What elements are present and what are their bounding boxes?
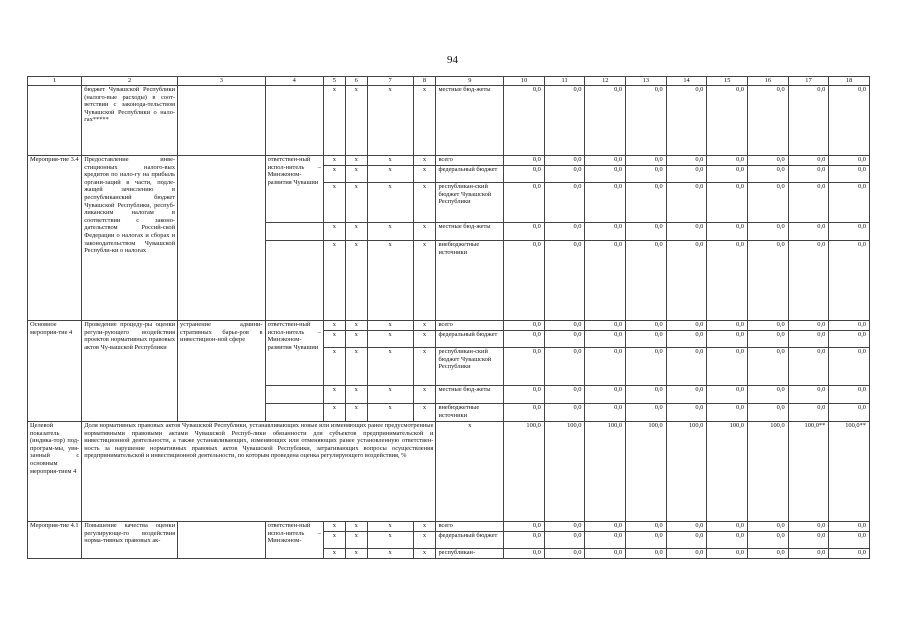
cell-value: 0,0	[748, 532, 789, 549]
header-cell: 1	[28, 77, 82, 86]
cell-value: 0,0	[707, 86, 748, 156]
cell-value: 0,0	[504, 331, 545, 348]
cell-x: x	[345, 241, 367, 321]
cell-value: 0,0	[748, 549, 789, 559]
cell-value: 0,0	[748, 241, 789, 321]
cell-value: 0,0	[544, 549, 585, 559]
cell-value: 100,0	[626, 422, 667, 522]
cell-value: 0,0	[626, 321, 667, 331]
cell-x: x	[413, 522, 436, 532]
cell-value: 0,0	[504, 532, 545, 549]
cell-value: 0,0	[748, 331, 789, 348]
cell-value: 0,0	[748, 166, 789, 183]
funding-source: внебюджетные источники	[436, 404, 504, 422]
cell-value: 0,0	[788, 331, 829, 348]
cell-value: 0,0	[707, 522, 748, 532]
cell-value: 0,0	[788, 166, 829, 183]
cell-x: x	[367, 404, 413, 422]
cell-value: 0,0	[544, 166, 585, 183]
cell-value: 0,0	[788, 86, 829, 156]
cell-value: 0,0	[504, 522, 545, 532]
cell-value: 0,0	[585, 321, 626, 331]
cell-x: x	[323, 331, 345, 348]
cell-value: 0,0	[666, 86, 707, 156]
cell-value: 0,0	[707, 321, 748, 331]
measure-code: Мероприя-тие 4.1	[28, 522, 82, 559]
funding-source: республикан-ский бюджет Чувашской Республики	[436, 348, 504, 386]
cell-x: x	[413, 166, 436, 183]
cell-value: 0,0	[748, 321, 789, 331]
header-cell: 4	[265, 77, 323, 86]
cell-value: 0,0	[626, 532, 667, 549]
cell-x: x	[345, 522, 367, 532]
cell-value: 0,0	[544, 404, 585, 422]
cell-value: 0,0	[585, 386, 626, 404]
cell-value: 100,0	[666, 422, 707, 522]
cell-value: 0,0	[504, 549, 545, 559]
cell-x: x	[345, 331, 367, 348]
executor: ответствен-ный испол-нитель – Минэконом-	[265, 522, 323, 559]
cell-value: 0,0	[829, 166, 870, 183]
header-cell: 8	[413, 77, 436, 86]
cell-value: 0,0	[707, 404, 748, 422]
cell-value: 0,0	[748, 183, 789, 223]
cell-x: x	[345, 348, 367, 386]
funding-source: федеральный бюджет	[436, 166, 504, 183]
cell-value: 0,0	[788, 223, 829, 241]
cell-value: 0,0	[666, 166, 707, 183]
cell-value: 100,0	[504, 422, 545, 522]
cell-value: 0,0	[666, 223, 707, 241]
cell-x: x	[323, 404, 345, 422]
funding-source: республикан-ский бюджет Чувашской Республики	[436, 183, 504, 223]
cell-x: x	[323, 532, 345, 549]
cell-value: 0,0	[504, 386, 545, 404]
measure-text: бюджет Чувашской Республики (налого-вые расходы) в соот-ветствии с законода-тельством Чувашской Республики о нало-гах*****	[82, 86, 178, 156]
header-cell: 5	[323, 77, 345, 86]
cell-value: 0,0	[544, 522, 585, 532]
funding-source: федеральный бюджет	[436, 532, 504, 549]
header-cell: 10	[504, 77, 545, 86]
cell-value: 0,0	[626, 522, 667, 532]
cell-value: 100,0	[585, 422, 626, 522]
cell-x: x	[323, 86, 345, 156]
cell-value: 0,0	[585, 331, 626, 348]
cell-x: x	[345, 86, 367, 156]
cell-x: x	[413, 404, 436, 422]
cell-value: 0,0	[666, 549, 707, 559]
cell-value: 0,0	[544, 348, 585, 386]
cell-x: x	[413, 348, 436, 386]
cell-value: 0,0	[707, 166, 748, 183]
cell-value: 0,0	[707, 532, 748, 549]
cell-value: 0,0	[829, 183, 870, 223]
cell-value: 0,0	[544, 321, 585, 331]
cell-x: x	[345, 166, 367, 183]
cell-value: 0,0	[544, 532, 585, 549]
cell-value: x	[436, 422, 504, 522]
header-cell: 14	[666, 77, 707, 86]
cell-value: 0,0	[504, 86, 545, 156]
cell-value: 0,0	[829, 331, 870, 348]
cell-value: 0,0	[788, 183, 829, 223]
cell-value: 0,0	[748, 223, 789, 241]
cell-value: 0,0	[829, 86, 870, 156]
cell-value: 0,0	[748, 348, 789, 386]
cell-value: 0,0	[788, 348, 829, 386]
cell-value: 0,0	[666, 404, 707, 422]
cell-value: 0,0	[707, 348, 748, 386]
cell-value: 0,0	[626, 331, 667, 348]
cell-value: 0,0	[788, 321, 829, 331]
budget-table	[27, 76, 870, 559]
header-cell: 3	[178, 77, 266, 86]
cell-value: 0,0	[788, 549, 829, 559]
cell-x: x	[323, 241, 345, 321]
cell-x: x	[323, 321, 345, 331]
cell-x: x	[413, 331, 436, 348]
cell-value: 0,0	[544, 156, 585, 166]
funding-source: всего	[436, 156, 504, 166]
funding-source: всего	[436, 321, 504, 331]
cell-value: 0,0	[585, 522, 626, 532]
cell-value: 0,0	[626, 166, 667, 183]
cell-x: x	[367, 321, 413, 331]
cell-x: x	[367, 156, 413, 166]
header-cell: 16	[748, 77, 789, 86]
cell-value: 0,0	[666, 348, 707, 386]
cell-x: x	[323, 386, 345, 404]
cell-value: 0,0	[829, 321, 870, 331]
funding-source: внебюджетные источники	[436, 241, 504, 321]
cell-value: 0,0	[585, 549, 626, 559]
cell-x: x	[367, 241, 413, 321]
cell-value: 0,0	[829, 223, 870, 241]
cell-value: 0,0	[666, 321, 707, 331]
cell-value: 0,0	[626, 386, 667, 404]
cell-value: 0,0	[504, 166, 545, 183]
funding-source: местные бюд-жеты	[436, 386, 504, 404]
cell-value: 0,0	[707, 223, 748, 241]
cell-x: x	[413, 241, 436, 321]
cell-value: 0,0	[788, 156, 829, 166]
cell-value: 0,0	[544, 241, 585, 321]
cell-x: x	[413, 183, 436, 223]
cell-x: x	[413, 532, 436, 549]
header-cell: 12	[585, 77, 626, 86]
cell-value: 0,0	[829, 549, 870, 559]
cell-value: 100,0**	[788, 422, 829, 522]
funding-source: республикан-	[436, 549, 504, 559]
cell-value: 0,0	[829, 241, 870, 321]
header-cell: 11	[544, 77, 585, 86]
cell-value: 0,0	[707, 156, 748, 166]
executor: ответствен-ный испол-нитель – Минэконом-развития Чувашии	[265, 156, 323, 223]
cell-x: x	[367, 331, 413, 348]
cell-x: x	[345, 404, 367, 422]
cell-value: 0,0	[544, 183, 585, 223]
cell-x: x	[323, 183, 345, 223]
cell-value: 100,0	[707, 422, 748, 522]
cell-value: 0,0	[504, 223, 545, 241]
cell-x: x	[413, 549, 436, 559]
header-cell: 15	[707, 77, 748, 86]
cell-value: 0,0	[748, 386, 789, 404]
cell-value: 0,0	[504, 321, 545, 331]
measure-text: Повышение качества оценки регулирующе-го воздействия норма-тивных правовых ак-	[82, 522, 178, 559]
cell-value: 0,0	[829, 522, 870, 532]
header-row	[28, 77, 870, 86]
table-row	[28, 86, 870, 156]
cell-value: 0,0	[504, 404, 545, 422]
cell-x: x	[323, 223, 345, 241]
cell-x: x	[367, 522, 413, 532]
cell-value: 0,0	[788, 386, 829, 404]
cell-x: x	[367, 549, 413, 559]
cell-x: x	[345, 532, 367, 549]
cell-x: x	[345, 386, 367, 404]
cell-x: x	[367, 348, 413, 386]
cell-value: 0,0	[707, 331, 748, 348]
cell-x: x	[367, 386, 413, 404]
cell-value: 0,0	[626, 348, 667, 386]
cell-value: 0,0	[544, 223, 585, 241]
cell-value: 100,0	[748, 422, 789, 522]
cell-value: 0,0	[666, 331, 707, 348]
cell-x: x	[413, 386, 436, 404]
cell-value: 0,0	[626, 241, 667, 321]
cell-value: 100,0	[544, 422, 585, 522]
cell-value: 0,0	[585, 86, 626, 156]
cell-value: 0,0	[666, 241, 707, 321]
measure-goal: устранение админи-стративных барье-ров в инвестицион-ной сфере	[178, 321, 266, 422]
cell-x: x	[413, 321, 436, 331]
header-cell: 18	[829, 77, 870, 86]
cell-x: x	[413, 156, 436, 166]
cell-value: 0,0	[504, 183, 545, 223]
cell-value: 0,0	[666, 522, 707, 532]
funding-source: местные бюд-жеты	[436, 223, 504, 241]
cell-value: 0,0	[626, 183, 667, 223]
cell-x: x	[345, 156, 367, 166]
cell-value: 0,0	[585, 183, 626, 223]
cell-value: 0,0	[626, 404, 667, 422]
funding-source: федеральный бюджет	[436, 331, 504, 348]
cell-x: x	[345, 321, 367, 331]
target-label: Целевой показатель (индика-тор) под-програм-мы, увя-занный с основным мероприя-тием 4	[28, 422, 82, 522]
cell-value: 0,0	[829, 386, 870, 404]
cell-value: 0,0	[666, 183, 707, 223]
cell-value: 0,0	[504, 241, 545, 321]
header-cell: 9	[436, 77, 504, 86]
cell-value: 0,0	[504, 156, 545, 166]
cell-x: x	[413, 223, 436, 241]
cell-value: 0,0	[585, 532, 626, 549]
cell-value: 0,0	[585, 404, 626, 422]
header-cell: 17	[788, 77, 829, 86]
cell-value: 0,0	[626, 156, 667, 166]
cell-value: 0,0	[626, 86, 667, 156]
cell-value: 0,0	[748, 404, 789, 422]
cell-value: 0,0	[585, 166, 626, 183]
cell-value: 0,0	[788, 241, 829, 321]
table-row	[28, 156, 870, 166]
cell-x: x	[323, 348, 345, 386]
target-text: Доля нормативных правовых актов Чувашской Республики, устанавливающих новые или изменяющих ранее предусмотренные нормативными правовыми актами Чувашской Респуб-лики обязанности для субъектов предпринимательской и инвестиционной деятельности, а также устанавливающих, изменяющих или отменяющих ранее установленную ответствен-ность за нарушение нормативных правовых актов Чувашской Республики, затрагивающих вопросы осуществления предпринимательской и инвестиционной деятельности, по которым проведена оценка регулирующего воздействия, %	[82, 422, 436, 522]
funding-source: всего	[436, 522, 504, 532]
cell-x: x	[367, 532, 413, 549]
header-cell: 2	[82, 77, 178, 86]
cell-value: 0,0	[788, 532, 829, 549]
page-number: 94	[447, 54, 458, 66]
cell-value: 0,0	[666, 532, 707, 549]
cell-x: x	[367, 223, 413, 241]
cell-value: 0,0	[666, 386, 707, 404]
table-row	[28, 422, 870, 522]
cell-x: x	[323, 156, 345, 166]
measure-code: Основное мероприя-тие 4	[28, 321, 82, 422]
cell-value: 0,0	[626, 223, 667, 241]
cell-value: 0,0	[666, 156, 707, 166]
cell-value: 0,0	[585, 348, 626, 386]
cell-value: 0,0	[707, 549, 748, 559]
cell-value: 0,0	[504, 348, 545, 386]
cell-value: 100,0**	[829, 422, 870, 522]
cell-x: x	[345, 549, 367, 559]
measure-code: Мероприя-тие 3.4	[28, 156, 82, 321]
cell-value: 0,0	[748, 86, 789, 156]
funding-source: местные бюд-жеты	[436, 86, 504, 156]
cell-value: 0,0	[707, 241, 748, 321]
cell-value: 0,0	[829, 348, 870, 386]
header-cell: 6	[345, 77, 367, 86]
cell-x: x	[323, 166, 345, 183]
cell-x: x	[367, 86, 413, 156]
table-row	[28, 321, 870, 331]
cell-value: 0,0	[585, 156, 626, 166]
cell-x: x	[345, 223, 367, 241]
cell-value: 0,0	[829, 156, 870, 166]
header-cell: 13	[626, 77, 667, 86]
cell-value: 0,0	[544, 386, 585, 404]
header-cell: 7	[367, 77, 413, 86]
cell-x: x	[323, 549, 345, 559]
cell-value: 0,0	[748, 156, 789, 166]
cell-value: 0,0	[788, 522, 829, 532]
cell-x: x	[413, 86, 436, 156]
table-row	[28, 522, 870, 532]
cell-value: 0,0	[585, 223, 626, 241]
cell-value: 0,0	[829, 404, 870, 422]
measure-text: Предоставление инве-стиционных налого-вых кредитов по нало-гу на прибыль органи-заций в части, подле-жащей зачислению в республиканский бюджет Чувашской Республики, респуб-ликанским налогам в соответствии с законо-дательством Россий-ской Федерации о налогах и сборах и законодательством Чувашской Республи-ки о налогах	[82, 156, 178, 321]
cell-x: x	[345, 183, 367, 223]
cell-value: 0,0	[788, 404, 829, 422]
executor: ответствен-ный испол-нитель – Минэконом-развития Чувашии	[265, 321, 323, 386]
cell-value: 0,0	[707, 386, 748, 404]
cell-value: 0,0	[707, 183, 748, 223]
cell-value: 0,0	[748, 522, 789, 532]
cell-value: 0,0	[544, 331, 585, 348]
cell-value: 0,0	[626, 549, 667, 559]
cell-value: 0,0	[829, 532, 870, 549]
cell-x: x	[367, 166, 413, 183]
cell-value: 0,0	[544, 86, 585, 156]
cell-value: 0,0	[585, 241, 626, 321]
cell-x: x	[367, 183, 413, 223]
cell-x: x	[323, 522, 345, 532]
measure-text: Проведение процеду-ры оценки регули-рующего воздействия проектов нормативных правовых актов Чу-вашской Республики	[82, 321, 178, 422]
